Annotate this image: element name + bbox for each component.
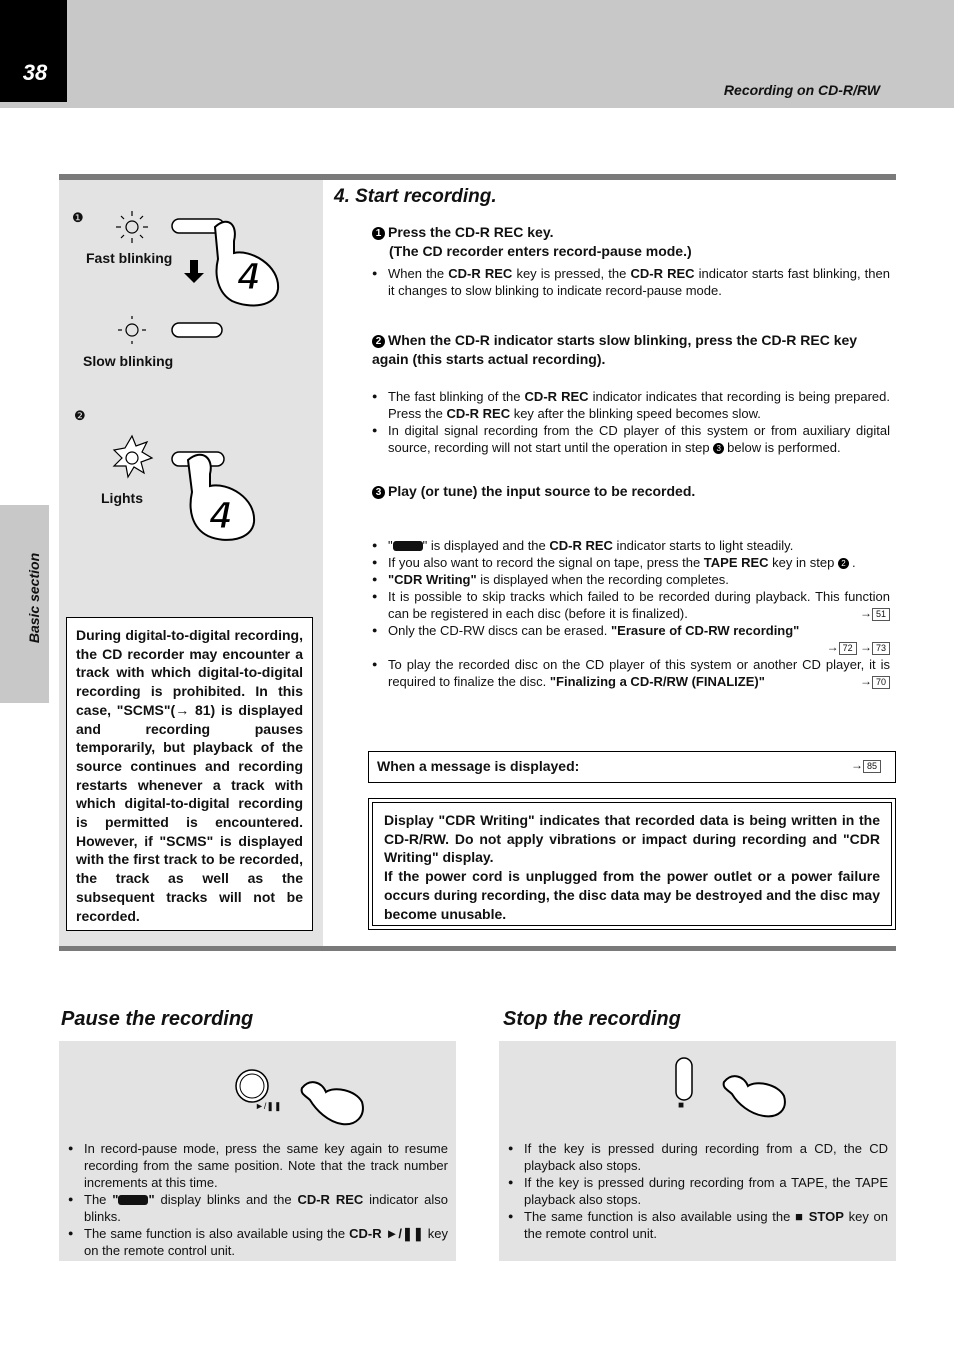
list-item: ● The " " display blinks and the CD-R REC indicator also blinks.	[62, 1191, 448, 1225]
cdr-writing-caution-box	[368, 798, 896, 930]
pause-heading: Pause the recording	[61, 1008, 254, 1030]
substep1-line2: (The CD recorder enters record-pause mode.)	[389, 243, 692, 259]
list-item: ● " " is displayed and the CD-R REC indicator starts to light steadily.	[370, 537, 890, 554]
side-tab-label: Basic section	[26, 552, 42, 644]
rec-display-icon	[118, 1195, 148, 1205]
stop-heading: Stop the recording	[503, 1008, 681, 1030]
stop-key-illustration	[670, 1056, 800, 1120]
indicator-slow-blink-icon	[118, 316, 146, 344]
list-item: ● Only the CD-RW discs can be erased. "Erasure of CD-RW recording" → 72 → 73	[370, 622, 890, 656]
step4-heading: 4. Start recording.	[334, 186, 497, 207]
substep3-text: Play (or tune) the input source to be recorded.	[388, 483, 696, 499]
list-item: ● "CDR Writing" is displayed when the recording completes.	[370, 571, 890, 588]
substep1-notes	[370, 265, 890, 299]
play-pause-symbol: ►/❚❚	[255, 1101, 282, 1111]
substep3-notes	[370, 537, 890, 690]
list-item: ● In digital signal recording from the CD player of this system or from auxiliary digital source, recording will not start until the operation in step 3 below is performed.	[370, 422, 890, 456]
substep1	[372, 223, 692, 261]
substep2	[372, 331, 892, 369]
list-item: ● If you also want to record the signal on tape, press the TAPE REC key in step 2 .	[370, 554, 890, 571]
substep3-number: 3	[372, 486, 385, 499]
stop-notes	[502, 1140, 888, 1242]
substep1-line1: Press the CD-R REC key.	[388, 224, 554, 240]
indicator-lit-icon	[114, 436, 152, 477]
list-item: ● It is possible to skip tracks which failed to be recorded during playback. This function can be registered in each disc (before it is finalized). → 51	[370, 588, 890, 622]
list-item: ● If the key is pressed during recording from a TAPE, the TAPE playback also stops.	[502, 1174, 888, 1208]
indicator-fast-blink-icon	[116, 211, 148, 243]
list-item: ● When the CD-R REC key is pressed, the CD-R REC indicator starts fast blinking, then it changes to slow blinking to indicate record-pause mode.	[370, 265, 890, 299]
step1-marker: ❶	[72, 210, 84, 225]
caution-text-2: If the power cord is unplugged from the power outlet or a power failure occurs during recording, the disc data may be destroyed and the disc may become unusable.	[384, 868, 880, 922]
list-item: ● If the key is pressed during recording from a CD, the CD playback also stops.	[502, 1140, 888, 1174]
pointing-hand-icon	[302, 1082, 363, 1124]
step2-marker: ❷	[74, 408, 86, 423]
list-item: ● The fast blinking of the CD-R REC indicator indicates that recording is being prepared. Press the CD-R REC key after the blinking speed becomes slow.	[370, 388, 890, 422]
page-ref: → 72 → 73	[827, 639, 890, 656]
page-ref: → 70	[860, 673, 890, 690]
lights-label: Lights	[101, 490, 143, 506]
page-number: 38	[22, 60, 48, 85]
page-ref: → 85	[851, 758, 881, 773]
slow-blinking-label: Slow blinking	[83, 353, 174, 369]
list-item: ● In record-pause mode, press the same key again to resume recording from the same position. Note that the track number increments at this time.	[62, 1140, 448, 1191]
bottom-rule	[59, 946, 896, 951]
play-pause-key-illustration	[230, 1066, 370, 1128]
message-label: When a message is displayed:	[377, 758, 580, 774]
list-item: ● The same function is also available using the ■ STOP key on the remote control unit.	[502, 1208, 888, 1242]
page-number-block	[0, 0, 67, 102]
pointing-hand-icon	[724, 1076, 785, 1116]
substep2-text: When the CD-R indicator starts slow blinking, press the CD-R REC key again (this starts actual recording).	[372, 332, 858, 367]
caution-text-1: Display "CDR Writing" indicates that recorded data is being written in the CD-R/RW. Do not apply vibrations or impact during recording and "CDR Writing" display.	[384, 812, 880, 866]
scms-warning-box: During digital-to-digital recording, the CD recorder may encounter a track with which digital-to-digital recording is prohibited. In this case, "SCMS"(→ 81) is displayed and recording pauses temporarily, but playback of the source continues and recording restarts whenever a track with which digital-to-digital recording is permitted is encountered. However, if "SCMS" is displayed with the first track to be recorded, the track as well as the subsequent tracks will not be recorded.	[66, 617, 313, 931]
substep1-number: 1	[372, 227, 385, 240]
substep2-number: 2	[372, 335, 385, 348]
section-title: Recording on CD-R/RW	[723, 82, 880, 98]
page-ref: → 51	[860, 605, 890, 622]
list-item: ● To play the recorded disc on the CD player of this system or another CD player, it is required to finalize the disc. "Finalizing a CD-R/RW (FINALIZE)" → 70	[370, 656, 890, 690]
svg-text:4: 4	[210, 495, 232, 537]
fast-blinking-label: Fast blinking	[86, 250, 173, 266]
pause-notes	[62, 1140, 448, 1259]
stop-symbol: ■	[678, 1100, 685, 1111]
substep2-notes	[370, 388, 890, 456]
stop-button-icon	[676, 1058, 692, 1100]
rec-display-icon	[393, 541, 423, 551]
substep3	[372, 482, 695, 501]
list-item: ● The same function is also available using the CD-R ►/❚❚ key on the remote control unit.	[62, 1225, 448, 1259]
message-reference-box	[368, 751, 896, 783]
key-number-4: 4	[238, 256, 260, 298]
slow-blink-key-illustration	[110, 310, 230, 350]
